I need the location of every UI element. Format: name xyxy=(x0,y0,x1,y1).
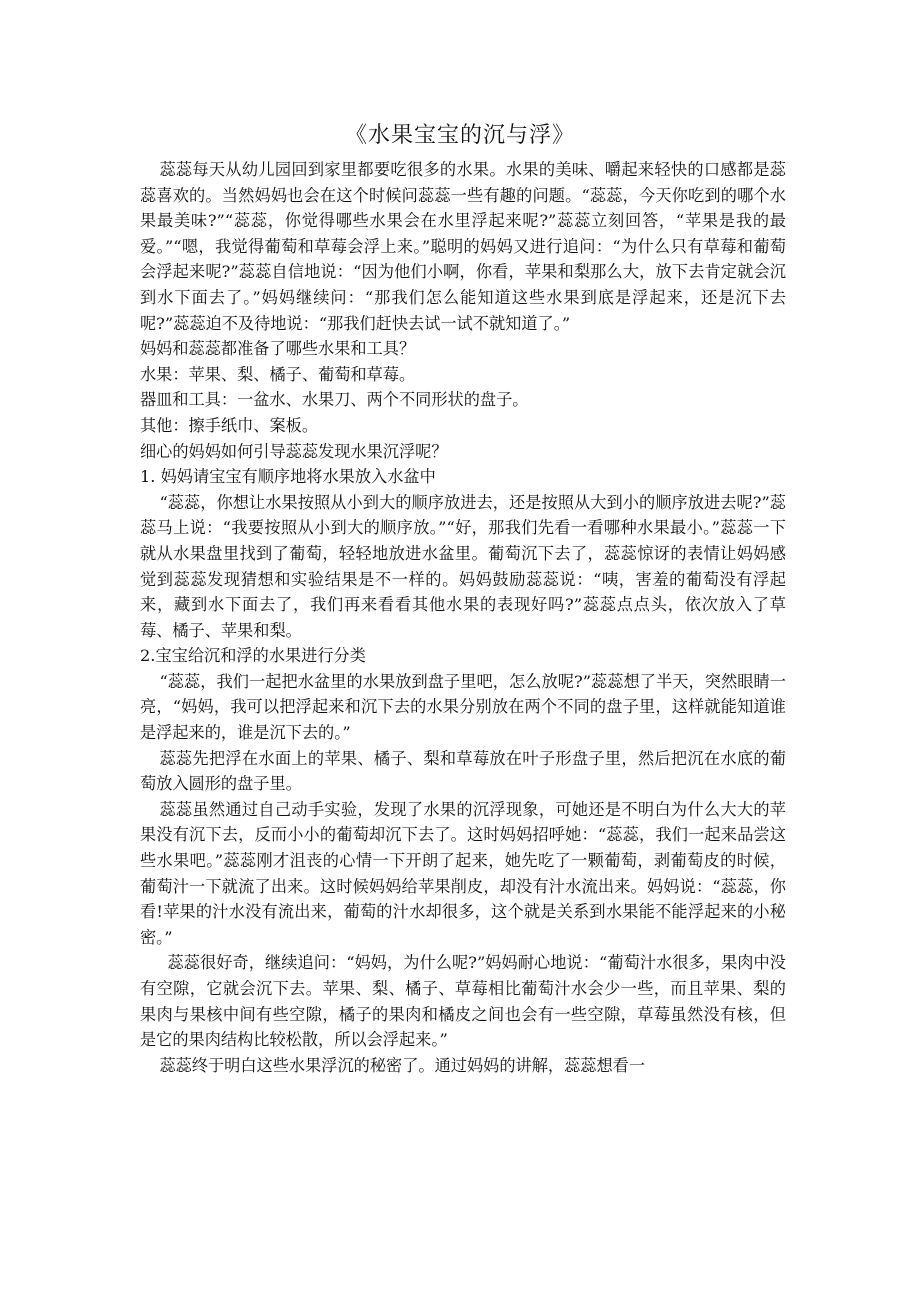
paragraph: 器皿和工具：一盆水、水果刀、两个不同形状的盘子。 xyxy=(140,390,529,410)
paragraph: 其他：擦手纸巾、案板。 xyxy=(140,415,319,435)
document-body xyxy=(140,157,786,1078)
paragraph: 蕊蕊终于明白这些水果浮沉的秘密了。通过妈妈的讲解，蕊蕊想看一 xyxy=(159,1055,646,1075)
paragraph: 1. 妈妈请宝宝有顺序地将水果放入水盆中 xyxy=(140,467,436,487)
paragraph: 妈妈和蕊蕊都准备了哪些水果和工具？ xyxy=(140,339,416,359)
paragraph: “蕊蕊，我们一起把水盆里的水果放到盘子里吧，怎么放呢?”蕊蕊想了半天，突然眼睛一亮，“妈妈，我可以把浮起来和沉下去的水果分别放在两个不同的盘子里，这样就能知道谁是浮起来的，谁是沉下去的。” xyxy=(140,671,786,743)
paragraph: 蕊蕊虽然通过自己动手实验，发现了水果的沉浮现象，可她还是不明白为什么大大的苹果没有沉下去，反而小小的葡萄却沉下去了。这时妈妈招呼她：“蕊蕊，我们一起来品尝这些水果吧。”蕊蕊刚才沮丧的心情一下开朗了起来，她先吃了一颗葡萄，剥葡萄皮的时候，葡萄汁一下就流了出来。这时候妈妈给苹果削皮，却没有汁水流出来。妈妈说：“蕊蕊，你看!苹果的汁水没有流出来，葡萄的汁水却很多，这个就是关系到水果能不能浮起来的小秘密。” xyxy=(140,799,786,947)
paragraph: 蕊蕊每天从幼儿园回到家里都要吃很多的水果。水果的美味、嚼起来轻快的口感都是蕊蕊喜欢的。当然妈妈也会在这个时候问蕊蕊一些有趣的问题。“蕊蕊，今天你吃到的哪个水果最美味?”“蕊蕊，你觉得哪些水果会在水里浮起来呢?”蕊蕊立刻回答，“苹果是我的最爱。”“嗯，我觉得葡萄和草莓会浮上来。”聪明的妈妈又进行追问：“为什么只有草莓和葡萄会浮起来呢?”蕊蕊自信地说：“因为他们小啊，你看，苹果和梨那么大，放下去肯定就会沉到水下面去了。”妈妈继续问：“那我们怎么能知道这些水果到底是浮起来，还是沉下去呢?”蕊蕊迫不及待地说：“那我们赶快去试一试不就知道了。” xyxy=(140,160,786,333)
paragraph: “蕊蕊，你想让水果按照从小到大的顺序放进去，还是按照从大到小的顺序放进去呢?”蕊蕊马上说：“我要按照从小到大的顺序放。”“好，那我们先看一看哪种水果最小。”蕊蕊一下就从水果盘里找到了葡萄，轻轻地放进水盆里。葡萄沉下去了，蕊蕊惊讶的表情让妈妈感觉到蕊蕊发现猜想和实验结果是不一样的。妈妈鼓励蕊蕊说：“咦，害羞的葡萄没有浮起来，藏到水下面去了，我们再来看看其他水果的表现好吗?”蕊蕊点点头，依次放入了草莓、橘子、苹果和梨。 xyxy=(140,492,786,640)
paragraph: 2.宝宝给沉和浮的水果进行分类 xyxy=(140,646,366,666)
paragraph: 细心的妈妈如何引导蕊蕊发现水果沉浮呢？ xyxy=(140,441,448,461)
paragraph: 蕊蕊很好奇，继续追问：“妈妈，为什么呢?”妈妈耐心地说：“葡萄汁水很多，果肉中没有空隙，它就会沉下去。苹果、梨、橘子、草莓相比葡萄汁水会少一些，而且苹果、梨的果肉与果核中间有些空隙，橘子的果肉和橘皮之间也会有一些空隙，草莓虽然没有核，但是它的果肉结构比较松散，所以会浮起来。” xyxy=(140,953,786,1050)
document-title: 《水果宝宝的沉与浮》 xyxy=(344,123,575,148)
paragraph: 水果：苹果、梨、橘子、葡萄和草莓。 xyxy=(140,364,416,384)
paragraph: 蕊蕊先把浮在水面上的苹果、橘子、梨和草莓放在叶子形盘子里，然后把沉在水底的葡萄放入圆形的盘子里。 xyxy=(140,748,786,794)
